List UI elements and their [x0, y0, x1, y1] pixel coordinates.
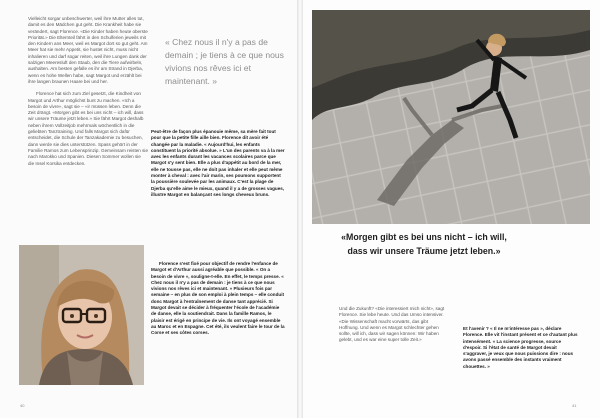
paragraph: Und die Zukunft? «Die interessiert mich nicht», sagt Florence. Sie lebe heute. Und das Umso intensiver. «Die Wissenschaft macht vorwärts, das gibt Hoffnung. Und wenn es Margot schlechter gehen sollte, will ich, dass wir sagen können: Wir haben gelebt, und es war eine super tolle Zeit.»: [339, 306, 445, 343]
page-number-left: 40: [20, 403, 25, 408]
paragraph: Florence hat sich zum Ziel gesetzt, die Kindheit von Margot und Arthur möglichst bunt zu machen. «Ich a besoin de vivre», sagt sie – «ir müssen leben. Denn die Zeit drängt. «Morgen gibt es bei uns nicht – ich will, dass wir unsere Träume jetzt leben.» Sie fährt Margot deshalb neben ihrem Vollzeitjob mehrmals wöchentlich in die geliebten Tanztraining. Und falls Margot sich dafür entscheidet, die Schule der Tanzakademie zu besuchen, dann werde sie dies unterstützen. Spass gehört in der Familie Ramos zum Lebensprinzip. Gemeinsam reisten sie nach Marokko und Spanien. Diesen Sommer wollen sie die Insel Korsika entdecken.: [28, 91, 148, 166]
pull-quote-german: «Morgen gibt es bei uns nicht – ich will, dass wir unsere Träume jetzt leben.»: [341, 232, 507, 256]
paragraph: Et l'avenir ? « Il ne m'intéresse pas », déclare Florence. Elle vit l'instant présent et ce d'autant plus intensément. « La science progresse, source d'espoir. Si l'état de santé de Margot devait s'aggraver, je veux que nous puissions dire : nous avons passé ensemble des instants vraiment chouettes. »: [463, 326, 578, 369]
left-text-column-2-bottom: [151, 261, 285, 343]
page-gutter: [297, 0, 303, 418]
photo-dancer-jumping: [312, 10, 590, 224]
paragraph: Peut-être de façon plus épanouie même, sa mère fait tout pour que la petite fille aille bien. Florence dit avoir été changée par la maladie. « Aujourd'hui, les enfants constituent la priorité absolue. » L'un des parents va à la mer avec les enfants durant les vacances scolaires parce que Margot s'y sent bien. Elle a plus d'appétit au bord de la mer, elle ne tousse pas, elle ne doit pas inhaler et elle peut même monter à cheval : avec l'air marin, ses poumons supportent la poussière soulevée par les animaux. C'est la plage de Djerba qu'elle aime le mieux, quand il y a de grosses vagues, illustre Margot en balançant ses longs cheveux bruns.: [151, 129, 285, 197]
left-text-column-2-top: [151, 129, 285, 204]
portrait-photo-girl: [19, 245, 144, 385]
pull-quote-french: « Chez nous il n'y a pas de demain ; je tiens à ce que nous vivions nos rêves ici et maintenant. »: [165, 37, 284, 86]
paragraph: Florence s'est fixé pour objectif de rendre l'enfance de Margot et d'Arthur aussi agréable que possible. « On a besoin de vivre », souligne-t-elle. En effet, le temps presse. « Chez nous il n'y a pas de demain : je tiens à ce que nous vivions nos rêves ici et maintenant. » Plusieurs fois par semaine – en plus de son emploi à plein temps – elle conduit donc Margot à l'entraînement de danse tant apprécié. Si Margot devait se décider à fréquenter l'école de l'académie de danse, elle la soutiendrait. Dans la famille Ramos, le plaisir est érigé en principe de vie. Ils ont voyagé ensemble au Maroc et en Espagne. Cet été, ils veulent faire le tour de la Corse et ses côtes corses.: [151, 261, 285, 336]
page-number-right: 41: [572, 403, 577, 408]
right-text-column-1: [339, 306, 446, 350]
left-text-column-1: [28, 16, 148, 173]
paragraph: Vielleicht sorgar unbeschwerter, weil ihre Mutter alles tut, damit es den Mädchen gut geht. Die Krankheit habe sie verändert, sagt Florence. «Die Kinder haben heute oberste Priorität.» Die Elternteil fährt in den Schulferien jeweils mit den Kindern ans Meer, weil es Margot dort so gut geht. Am Meer hat sie mehr Appetit, sie hustet nicht, muss nicht inhalieren und darf sogar reiten, weil ihre Lungen dank der salzigen Meeresluft den Staub, den die Tiere aufwirbeln, aushalten. Am besten gefalle es ihr am Strand in Djerba, wenn es hohe Wellen habe, sagt Margot und erzählt bei ihre langen braunen Haare bei und her.: [28, 16, 148, 84]
right-text-column-2: [463, 326, 581, 376]
